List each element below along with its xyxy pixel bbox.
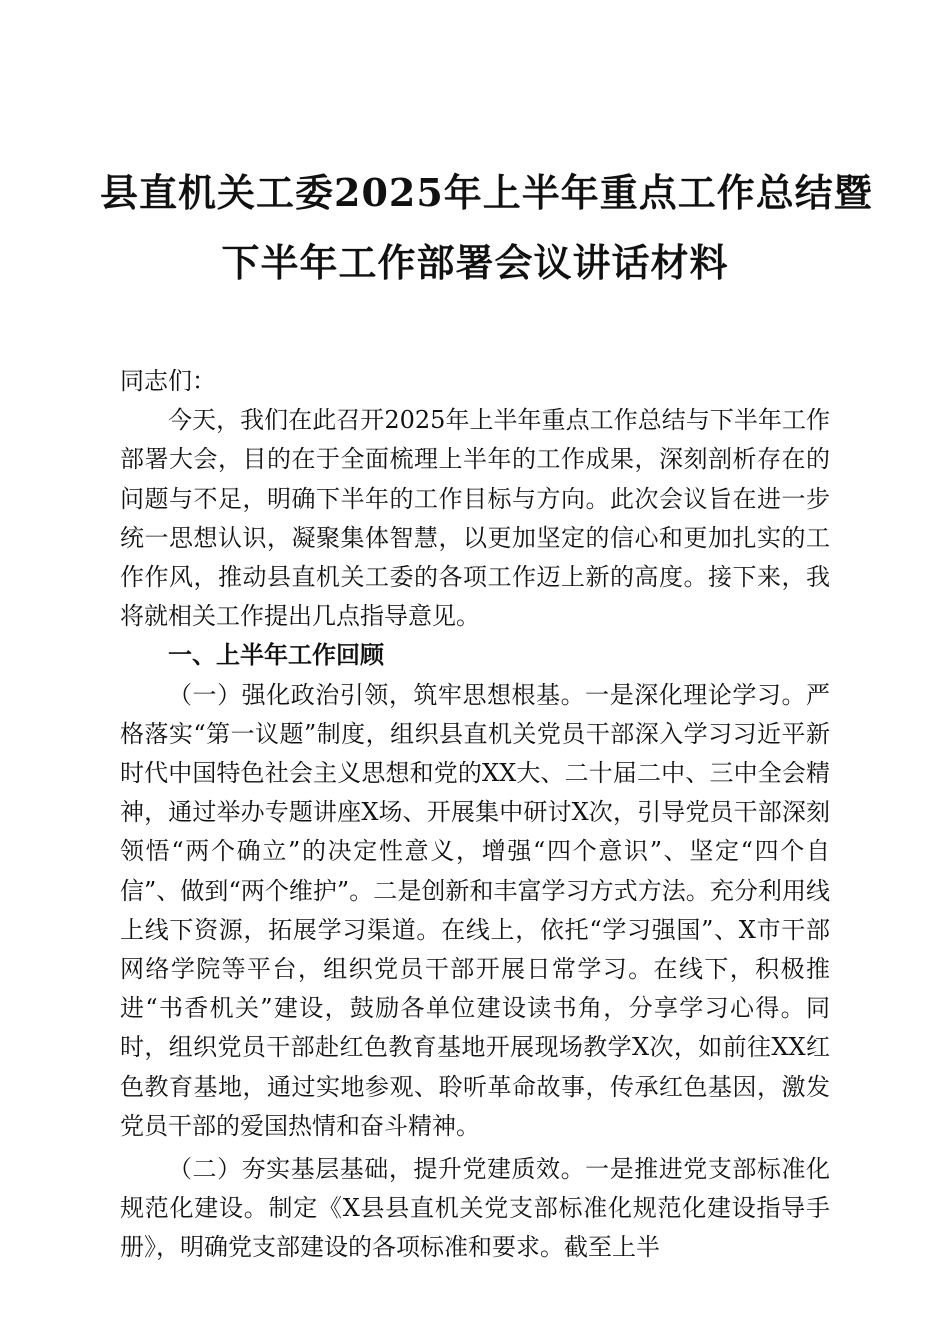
paragraph-2 (120, 1150, 830, 1268)
section-heading-1: 一、上半年工作回顾 (168, 641, 384, 670)
document-title-line-1: 县直机关工委2025年上半年重点工作总结暨 (100, 170, 873, 215)
document-title-line-2: 下半年工作部署会议讲话材料 (221, 240, 729, 285)
paragraph-1-lead: （一）强化政治引领，筑牢思想根基。 (168, 680, 586, 709)
paragraph-2-body: 一是推进党支部标准化规范化建设。制定《X县县直机关党支部标准化规范化建设指导手册》，明确党支部建设的各项标准和要求。截至上半 (120, 1155, 831, 1262)
paragraph-2-lead: （二）夯实基层基础，提升党建质效。 (168, 1155, 586, 1184)
intro-paragraph: 今天，我们在此召开2025年上半年重点工作总结与下半年工作部署大会，目的在于全面梳理上半年的工作成果，深刻剖析存在的问题与不足，明确下半年的工作目标与方向。此次会议旨在进一步统一思想认识，凝聚集体智慧，以更加坚定的信心和更加扎实的工作作风，推动县直机关工委的各项工作迈上新的高度。接下来，我将就相关工作提出几点指导意见。 (120, 406, 830, 631)
salutation: 同志们： (120, 367, 216, 395)
paragraph-1-body: 一是深化理论学习。严格落实“第一议题”制度，组织县直机关党员干部深入学习习近平新时代中国特色社会主义思想和党的XX大、二十届二中、三中全会精神，通过举办专题讲座X场、开展集中研讨X次，引导党员干部深刻领悟“两个确立”的决定性意义，增强“四个意识”、坚定“四个自信”、做到“两个维护”。二是创新和丰富学习方式方法。充分利用线上线下资源，拓展学习渠道。在线上，依托“学习强国”、X市干部网络学院等平台，组织党员干部开展日常学习。在线下，积极推进“书香机关”建设，鼓励各单位建设读书角，分享学习心得。同时，组织党员干部赴红色教育基地开展现场教学X次，如前往XX红色教育基地，通过实地参观、聆听革命故事，传承红色基因，激发党员干部的爱国热情和奋斗精神。 (120, 680, 831, 1140)
document-body (120, 362, 830, 1268)
paragraph-1 (120, 676, 830, 1146)
